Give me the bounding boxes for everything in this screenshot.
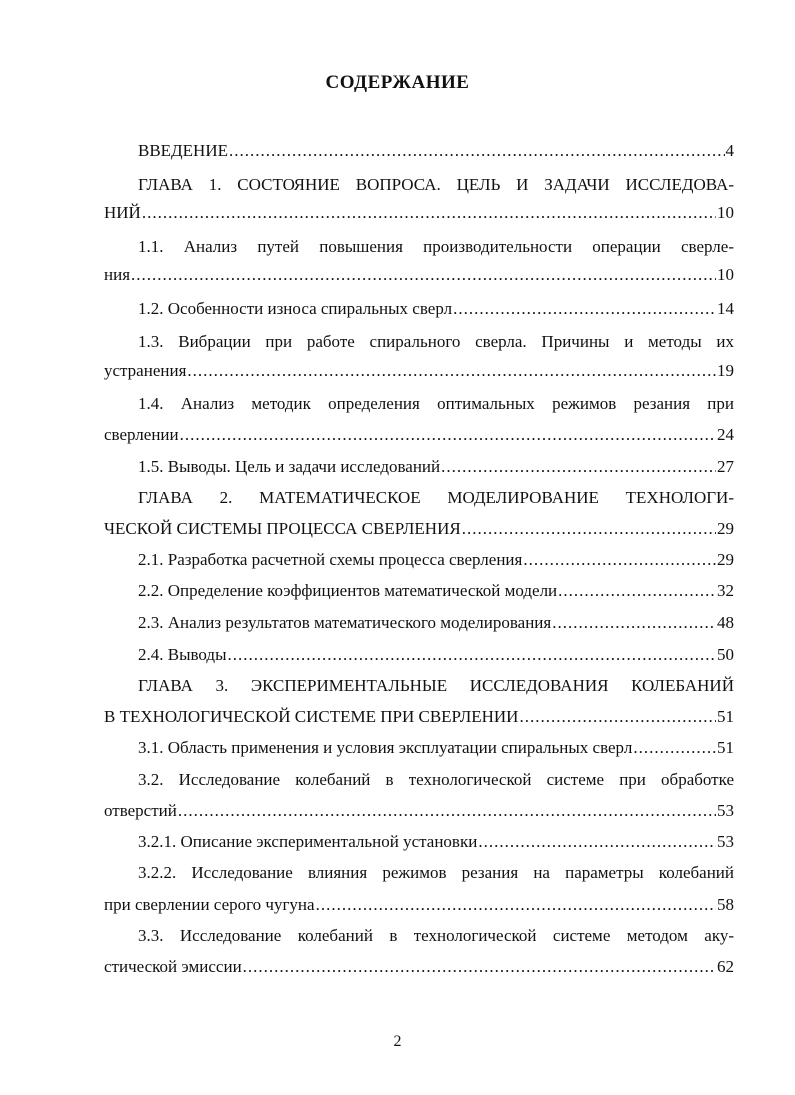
toc-page-number: 51 [717, 738, 734, 757]
dot-leader [316, 890, 716, 920]
toc-page-number: 29 [717, 550, 734, 569]
toc-page-number: 14 [717, 299, 734, 318]
dot-leader [453, 294, 716, 324]
dot-leader [243, 952, 716, 982]
toc-entry-1-1-cont[interactable] [104, 260, 734, 290]
toc-entry-1-4[interactable] [138, 389, 734, 419]
toc-page-number: 48 [717, 613, 734, 632]
dot-leader [633, 733, 716, 763]
dot-leader [178, 796, 716, 826]
toc-entry-chapter-1-cont[interactable] [104, 198, 734, 228]
dot-leader [228, 640, 716, 670]
toc-page-number: 10 [717, 203, 734, 222]
dot-leader [523, 545, 716, 575]
toc-entry-text: ГЛАВА 2. МАТЕМАТИЧЕСКОЕ МОДЕЛИРОВАНИЕ ТЕХНОЛОГИ- [138, 488, 734, 507]
toc-entry-text: ЧЕСКОЙ СИСТЕМЫ ПРОЦЕССА СВЕРЛЕНИЯ [104, 519, 461, 538]
dot-leader [180, 420, 716, 450]
toc-page-number: 32 [717, 581, 734, 600]
toc-entry-1-3-cont[interactable] [104, 356, 734, 386]
toc-entry-text: 1.4. Анализ методик определения оптимальных режимов резания при [138, 394, 734, 413]
dot-leader [519, 702, 716, 732]
toc-entry-text: при сверлении серого чугуна [104, 895, 315, 914]
toc-entry-text: ВВЕДЕНИЕ [138, 141, 228, 160]
toc-entry-text: ГЛАВА 3. ЭКСПЕРИМЕНТАЛЬНЫЕ ИССЛЕДОВАНИЯ КОЛЕБАНИЙ [138, 676, 734, 695]
toc-entry-text: 3.3. Исследование колебаний в технологической системе методом аку- [138, 926, 734, 945]
toc-entry-3-2-cont[interactable] [104, 796, 734, 826]
toc-entry-text: 3.1. Область применения и условия эксплуатации спиральных сверл [138, 738, 633, 757]
toc-entry-chapter-3[interactable] [138, 671, 734, 701]
toc-entry-3-2-1[interactable] [138, 827, 734, 857]
toc-page-number: 50 [717, 645, 734, 664]
toc-entry-text: НИЙ [104, 203, 141, 222]
toc-entry-1-4-cont[interactable] [104, 420, 734, 450]
toc-entry-3-3[interactable] [138, 921, 734, 951]
page-title: СОДЕРЖАНИЕ [325, 72, 470, 93]
toc-entry-text: стической эмиссии [104, 957, 242, 976]
toc-entry-1-5[interactable] [138, 452, 734, 482]
toc-entry-text: сверлении [104, 425, 179, 444]
toc-entry-text: 2.4. Выводы [138, 645, 227, 664]
dot-leader [552, 608, 716, 638]
toc-entry-1-3[interactable] [138, 327, 734, 357]
toc-page-number: 10 [717, 265, 734, 284]
toc-entry-text: В ТЕХНОЛОГИЧЕСКОЙ СИСТЕМЕ ПРИ СВЕРЛЕНИИ [104, 707, 519, 726]
toc-entry-chapter-3-cont[interactable] [104, 702, 734, 732]
toc-page-number: 4 [725, 141, 734, 160]
toc-entry-text: 2.2. Определение коэффициентов математической модели [138, 581, 558, 600]
dot-leader [229, 136, 725, 166]
toc-page-number: 53 [717, 801, 734, 820]
toc-entry-text: 2.3. Анализ результатов математического моделирования [138, 613, 552, 632]
toc-entry-text: 3.2.2. Исследование влияния режимов резания на параметры колебаний [138, 863, 734, 882]
toc-entry-text: устранения [104, 361, 187, 380]
toc-page-number: 24 [717, 425, 734, 444]
toc-entry-1-2[interactable] [138, 294, 734, 324]
toc-page-number: 51 [717, 707, 734, 726]
toc-entry-text: ГЛАВА 1. СОСТОЯНИЕ ВОПРОСА. ЦЕЛЬ И ЗАДАЧИ ИССЛЕДОВА- [138, 175, 734, 194]
toc-entry-intro[interactable] [138, 136, 734, 166]
toc-entry-3-2[interactable] [138, 765, 734, 795]
toc-entry-text: 1.3. Вибрации при работе спирального сверла. Причины и методы их [138, 332, 734, 351]
toc-entry-chapter-2[interactable] [138, 483, 734, 513]
toc-entry-text: 2.1. Разработка расчетной схемы процесса сверления [138, 550, 523, 569]
dot-leader [478, 827, 716, 857]
toc-page-number: 62 [717, 957, 734, 976]
toc-entry-1-1[interactable] [138, 232, 734, 262]
toc-entry-3-2-2-cont[interactable] [104, 890, 734, 920]
page-number: 2 [393, 1033, 402, 1050]
dot-leader [187, 356, 716, 386]
toc-page-number: 53 [717, 832, 734, 851]
toc-entry-2-1[interactable] [138, 545, 734, 575]
toc-entry-2-4[interactable] [138, 640, 734, 670]
dot-leader [142, 198, 716, 228]
dot-leader [131, 260, 716, 290]
dot-leader [558, 576, 716, 606]
toc-page-number: 58 [717, 895, 734, 914]
toc-entry-text: ния [104, 265, 131, 284]
toc-page-number: 27 [717, 457, 734, 476]
dot-leader [441, 452, 716, 482]
toc-entry-2-2[interactable] [138, 576, 734, 606]
toc-page-number: 29 [717, 519, 734, 538]
toc-entry-text: 1.1. Анализ путей повышения производительности операции сверле- [138, 237, 734, 256]
toc-entry-text: отверстий [104, 801, 177, 820]
toc-entry-chapter-1[interactable] [138, 170, 734, 200]
toc-entry-2-3[interactable] [138, 608, 734, 638]
dot-leader [462, 514, 716, 544]
toc-entry-text: 3.2.1. Описание экспериментальной установки [138, 832, 478, 851]
toc-entry-text: 1.2. Особенности износа спиральных сверл [138, 299, 453, 318]
toc-entry-3-3-cont[interactable] [104, 952, 734, 982]
toc-entry-chapter-2-cont[interactable] [104, 514, 734, 544]
toc-page-number: 19 [717, 361, 734, 380]
toc-entry-3-2-2[interactable] [138, 858, 734, 888]
toc-entry-3-1[interactable] [138, 733, 734, 763]
toc-entry-text: 1.5. Выводы. Цель и задачи исследований [138, 457, 441, 476]
toc-entry-text: 3.2. Исследование колебаний в технологической системе при обработке [138, 770, 734, 789]
